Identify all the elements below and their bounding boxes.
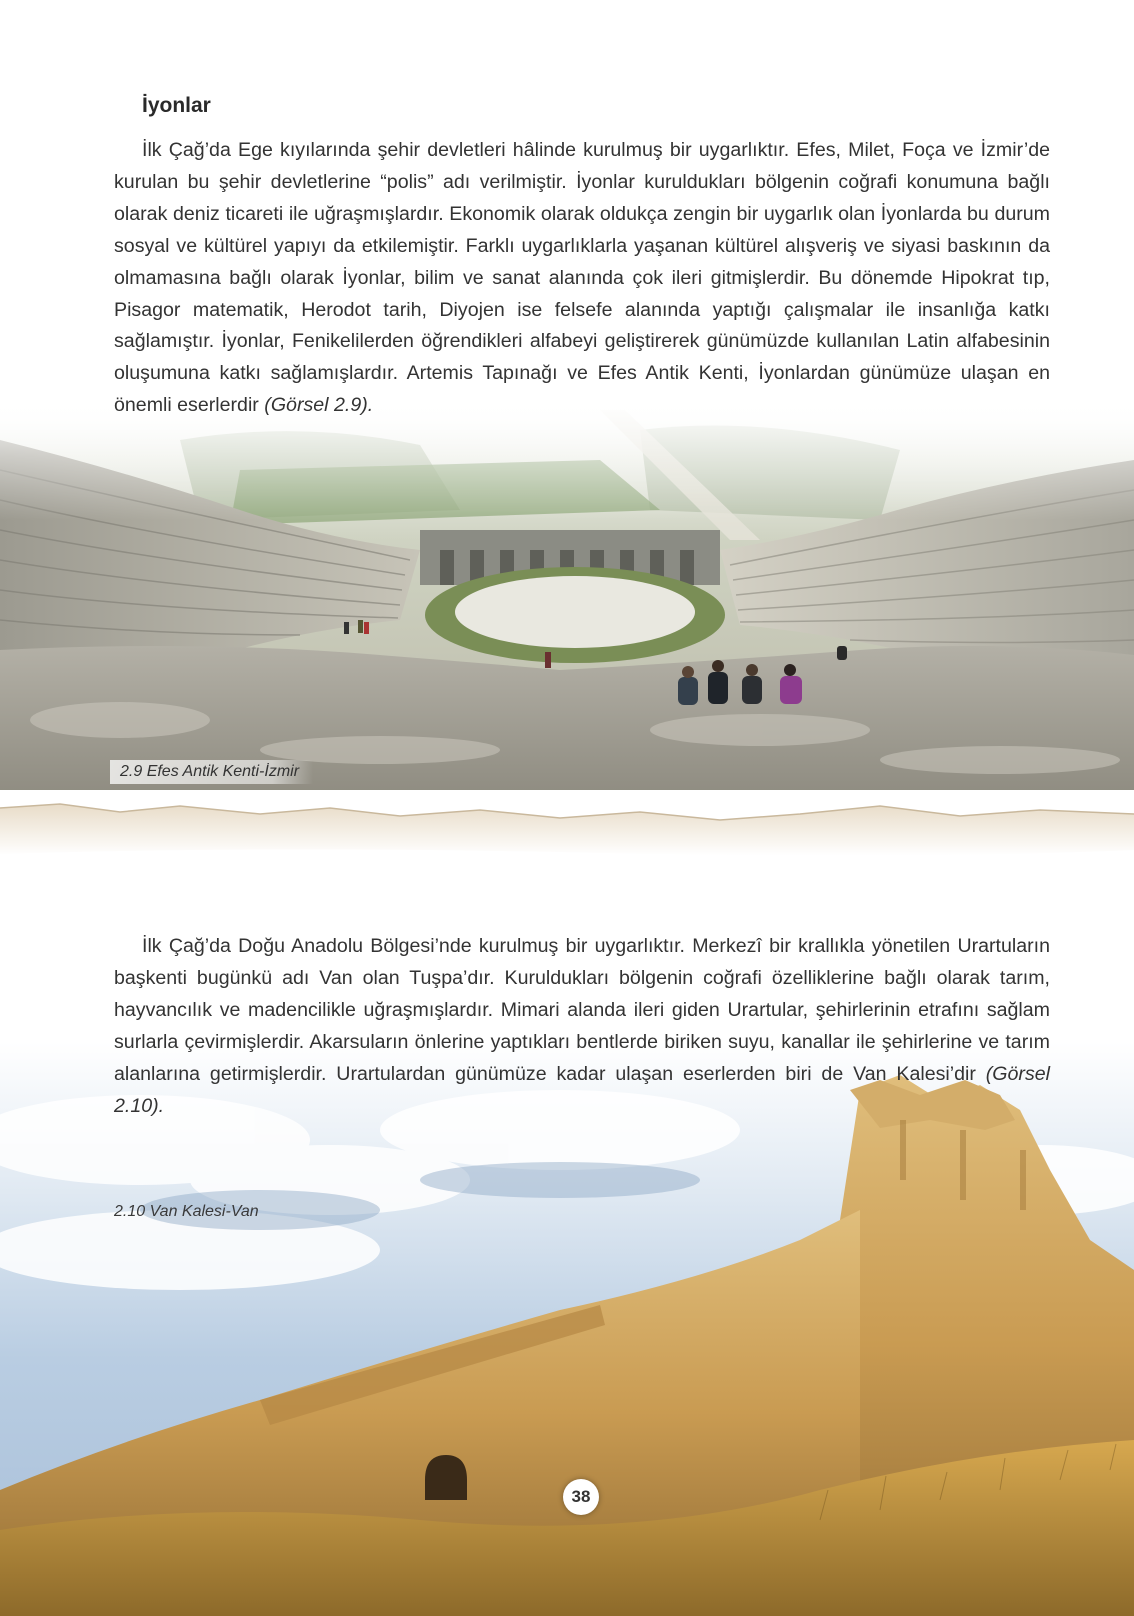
paragraph-urartular [114,931,1050,1122]
page-number: 38 [563,1479,599,1515]
ephesus-theatre-photo [0,400,1134,800]
caption-ephesus: 2.9 Efes Antik Kenti-İzmir [110,760,313,784]
caption-van: 2.10 Van Kalesi-Van [114,1203,259,1220]
paragraph-urartular-text: İlk Çağ’da Doğu Anadolu Bölgesi’nde kurulmuş bir uygarlıktır. Merkezî bir krallıkla yönetilen Urartuların başkenti bugünkü adı Van olan Tuşpa’dır. Kuruldukları bölgenin coğrafi özelliklerine bağlı olarak tarım, hayvancılık ve madencilikle uğraşmışlardır. Mimari alanda ileri giden Urartular, şehirlerinin etrafını sağlam surlarla çevirmişlerdir. Akarsuların önlerine yaptıkları bentlerde biriken suyu, kanallar ile şehirlerine ve tarım alanlarına getirmişlerdir. Urartulardan günümüze kadar ulaşan eserlerden biri de Van Kalesi’dir [114,935,1050,1085]
paragraph-iyonlar-text: İlk Çağ’da Ege kıyılarında şehir devletleri hâlinde kurulmuş bir uygarlıktır. Efes, Milet, Foça ve İzmir’de kurulan bu şehir devletlerine “polis” adı verilmiştir. İyonlar kuruldukları bölgenin coğrafi konumuna bağlı olarak deniz ticareti ile uğraşmışlardır. Ekonomik olarak oldukça zengin bir uygarlık olan İyonlarda bu durum sosyal ve kültürel yapıyı da etkilemiştir. Farklı uygarlıklarla yaşanan kültürel alışveriş ve siyasi baskının da olmamasına bağlı olarak İyonlar, bilim ve sanat alanında çok ileri gitmişlerdir. Bu dönemde Hipokrat tıp, Pisagor matematik, Herodot tarih, Diyojen ise felsefe alanında yaptığı çalışmalar ile insanlığa katkı sağlamıştır. İyonlar, Fenikelilerden öğrendikleri alfabeyi geliştirerek günümüzde kullanılan Latin alfabesinin oluşumuna katkı sağlamışlardır. Artemis Tapınağı ve Efes Antik Kenti, İyonlardan günümüze ulaşan en önemli eserlerdir [114,139,1050,417]
paragraph-iyonlar [114,135,1050,422]
figure-reference-2-10: (Görsel 2.10). [114,1062,1050,1117]
torn-paper-divider [0,790,1134,880]
figure-reference-2-9: (Görsel 2.9). [264,394,374,417]
section-title-iyonlar: İyonlar [142,94,211,117]
